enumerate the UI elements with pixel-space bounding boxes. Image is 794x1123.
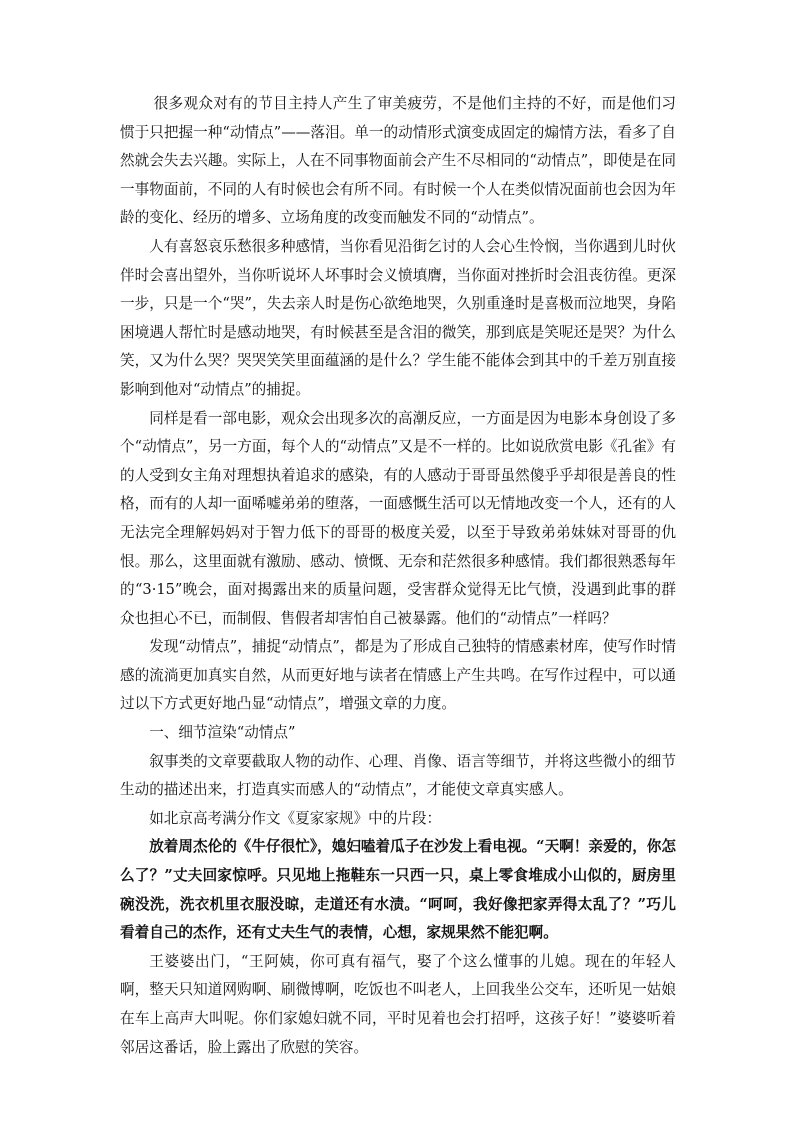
excerpt-paragraph-1: 放着周杰伦的《牛仔很忙》，媳妇嗑着瓜子在沙发上看电视。“天啊！亲爱的，你怎么了？”丈夫回家惊呼。只见地上拖鞋东一只西一只，桌上零食堆成小山似的，厨房里碗没洗，洗衣机里衣服没晾，走道还有水渍。“呵呵，我好像把家弄得太乱了？”巧儿看着自己的杰作，还有丈夫生气的表情，心想，家规果然不能犯啊。 [120, 838, 676, 942]
paragraph-example-intro: 如北京高考满分作文《夏家家规》中的片段： [149, 809, 442, 827]
paragraph-emotions: 人有喜怒哀乐愁很多种感情，当你看见沿街乞讨的人会心生怜悯，当你遇到儿时伙伴时会喜出望外，当你听说坏人坏事时会义愤填膺，当你面对挫折时会沮丧彷徨。更深一步，只是一个“哭”，失去亲人时是伤心欲绝地哭，久别重逢时是喜极而泣地哭，身陷困境遇人帮忙时是感动地哭，有时候甚至是含泪的微笑，那到底是笑呢还是哭？为什么笑，又为什么哭？哭哭笑笑里面蕴涵的是什么？学生能不能体会到其中的千差万别直接影响到他对“动情点”的捕捉。 [120, 237, 676, 398]
section-heading: 一、细节渲染“动情点” [149, 724, 296, 742]
paragraph-movie: 同样是看一部电影，观众会出现多次的高潮反应，一方面是因为电影本身创设了多个“动情点”，另一方面，每个人的“动情点”又是不一样的。比如说欣赏电影《孔雀》有的人受到女主角对理想执着追求的感染，有的人感动于哥哥虽然傻乎乎却很是善良的性格，而有的人却一面唏嘘弟弟的堕落，一面感慨生活可以无情地改变一个人，还有的人无法完全理解妈妈对于智力低下的哥哥的极度关爱，以至于导致弟弟妹妹对哥哥的仇恨。那么，这里面就有激励、感动、愤慨、无奈和茫然很多种感情。我们都很熟悉每年的“3·15”晚会，面对揭露出来的质量问题，受害群众觉得无比气愤，没遇到此事的群众也担心不已，而制假、售假者却害怕自己被暴露。他们的“动情点”一样吗？ [120, 409, 676, 627]
paragraph-purpose: 发现“动情点”，捕捉“动情点”，都是为了形成自己独特的情感素材库，使写作时情感的流淌更加真实自然，从而更好地与读者在情感上产生共鸣。在写作过程中，可以通过以下方式更好地凸显“动情点”，增强文章的力度。 [120, 638, 676, 713]
paragraph-detail: 叙事类的文章要截取人物的动作、心理、肖像、语言等细节，并将这些微小的细节生动的描述出来，打造真实而感人的“动情点”，才能使文章真实感人。 [120, 752, 676, 799]
excerpt-paragraph-2: 王婆婆出门，“王阿姨，你可真有福气，娶了个这么懂事的儿媳。现在的年轻人啊，整天只知道网购啊、刷微博啊，吃饭也不叫老人，上回我坐公交车，还听见一姑娘在车上高声大叫呢。你们家媳妇就不同，平时见着也会打招呼，这孩子好！”婆婆听着邻居这番话，脸上露出了欣慰的笑容。 [120, 952, 676, 1056]
paragraph-intro: 很多观众对有的节目主持人产生了审美疲劳，不是他们主持的不好，而是他们习惯于只把握一种“动情点”——落泪。单一的动情形式演变成固定的煽情方法，看多了自然就会失去兴趣。实际上，人在不同事物面前会产生不尽相同的“动情点”，即使是在同一事物面前，不同的人有时候也会有所不同。有时候一个人在类似情况面前也会因为年龄的变化、经历的增多、立场角度的改变而触发不同的“动情点”。 [120, 95, 676, 227]
document-body [120, 90, 676, 1062]
